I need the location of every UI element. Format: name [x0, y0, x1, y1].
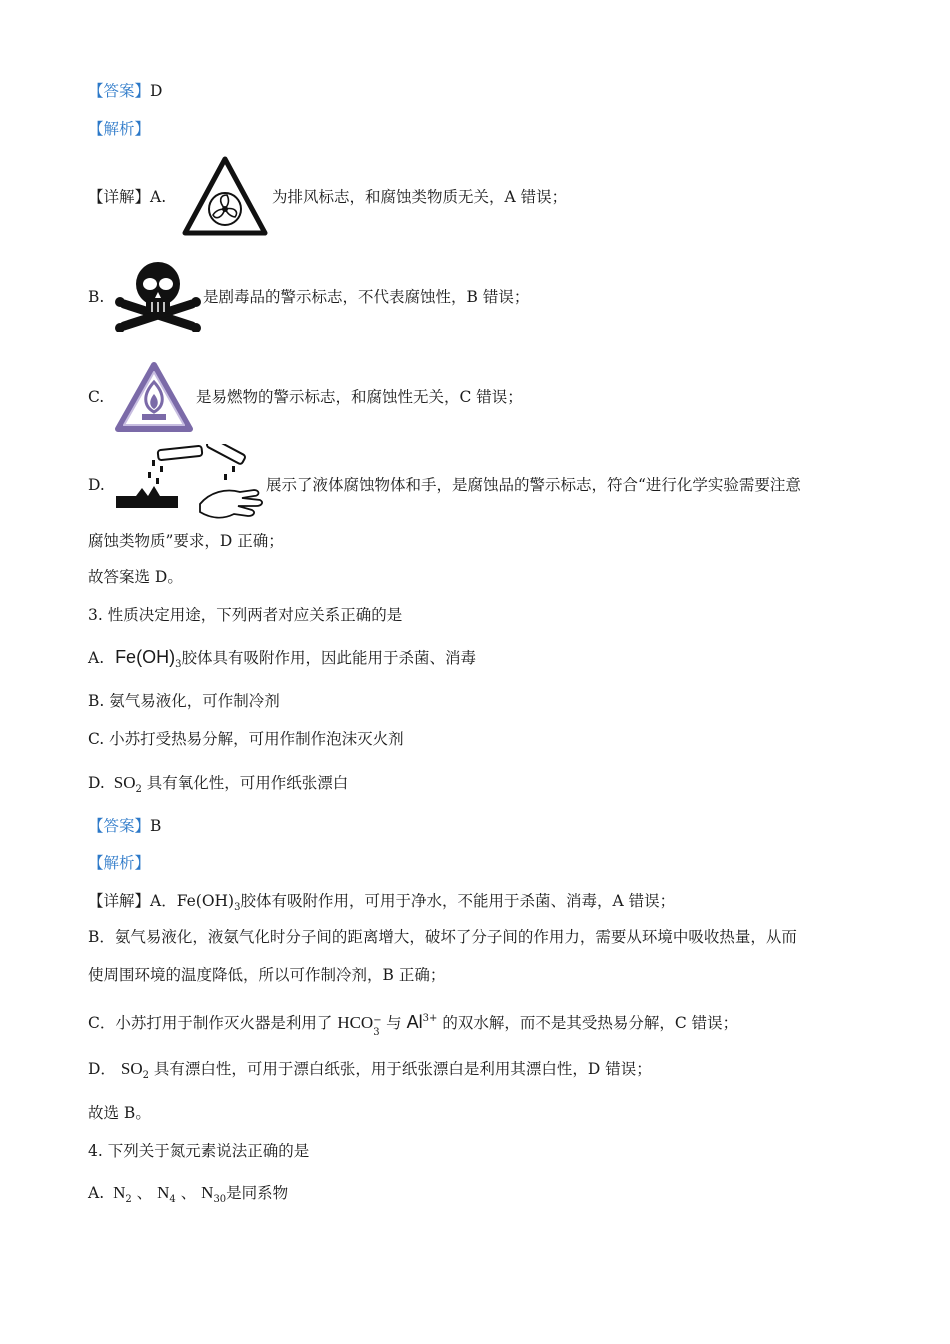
- q3-detail-c-hco3-charge: −: [373, 1015, 382, 1026]
- q3-detail-c-pre: C．小苏打用于制作灭火器是利用了: [88, 1014, 333, 1032]
- q4-sep-2: 、: [180, 1184, 197, 1202]
- q4-n4-sub: 4: [169, 1194, 176, 1205]
- q3-detail-b-1: B．氨气易液化，液氨气化时分子间的距离增大，破坏了分子间的作用力，需要从环境中吸收热量，从而: [88, 928, 797, 946]
- conclusion-2: 故选 B。: [88, 1104, 151, 1122]
- q3-detail-c-al: Al: [406, 1012, 423, 1032]
- q3-option-a-sub: 3: [175, 659, 182, 670]
- q3-option-d-prefix: D.: [88, 774, 105, 792]
- q3-detail-a-text: 胶体有吸附作用，可用于净水，不能用于杀菌、消毒，A 错误；: [240, 892, 676, 910]
- q3-detail-d-pre: D．: [88, 1060, 116, 1078]
- detail-d-prefix: D.: [88, 476, 105, 494]
- q3-stem: 3. 性质决定用途，下列两者对应关系正确的是: [88, 606, 403, 624]
- q3-detail-c: [88, 1008, 739, 1038]
- detail-a-line: [88, 186, 166, 208]
- answer-tag: 【答案】: [88, 817, 151, 835]
- detail-b-text: 是剧毒品的警示标志，不代表腐蚀性，B 错误；: [203, 288, 530, 306]
- q3-option-a-formula: Fe(OH): [115, 647, 176, 667]
- q4-sep-1: 、: [136, 1184, 153, 1202]
- q4-n2: N: [113, 1183, 126, 1202]
- detail-a-text: 为排风标志，和腐蚀类物质无关，A 错误；: [272, 188, 568, 206]
- detail-c-prefix: C.: [88, 388, 105, 406]
- answer-line-2: [88, 815, 161, 837]
- q4-stem: 4. 下列关于氮元素说法正确的是: [88, 1142, 310, 1160]
- corrosive-hazard-icon: [114, 444, 264, 522]
- q3-detail-c-hco3-sub: 3: [373, 1027, 380, 1038]
- q4-n4: N: [157, 1183, 170, 1202]
- flammable-flame-icon: [113, 360, 195, 434]
- detail-tag: 【详解】: [88, 892, 151, 910]
- q3-detail-d-formula: SO: [120, 1059, 143, 1078]
- q3-option-d: [88, 772, 348, 801]
- q3-detail-a-pre: A．Fe(OH): [150, 892, 235, 910]
- detail-a-prefix: A.: [150, 188, 167, 206]
- q3-option-d-text: 具有氧化性，可用作纸张漂白: [146, 774, 349, 792]
- q3-detail-c-al-charge: 3+: [422, 1013, 438, 1024]
- answer-value: B: [150, 817, 162, 835]
- q3-detail-d-sub: 2: [142, 1070, 149, 1081]
- ventilation-fan-warning-icon: [182, 155, 268, 237]
- q3-detail-d: [88, 1058, 652, 1087]
- detail-d-text-cont: 腐蚀类物质”要求，D 正确；: [88, 532, 284, 550]
- q3-detail-d-text: 具有漂白性，可用于漂白纸张，用于纸张漂白是利用其漂白性，D 错误；: [153, 1060, 652, 1078]
- detail-tag: 【详解】: [88, 188, 151, 206]
- answer-tag: 【答案】: [88, 82, 151, 100]
- q3-option-c: C. 小苏打受热易分解，可用作制作泡沫灭火剂: [88, 730, 404, 748]
- q3-detail-b-2: 使周围环境的温度降低，所以可作制冷剂，B 正确；: [88, 966, 446, 984]
- analysis-tag-1: 【解析】: [88, 120, 151, 138]
- detail-d-text: 展示了液体腐蚀物体和手，是腐蚀品的警示标志，符合“进行化学实验需要注意: [266, 476, 801, 494]
- q3-detail-c-post: 的双水解，而不是其受热易分解，C 错误；: [442, 1014, 739, 1032]
- q3-option-a-prefix: A.: [88, 649, 105, 667]
- q3-option-d-formula: SO: [113, 773, 136, 792]
- q4-n30: N: [201, 1183, 214, 1202]
- q3-detail-a: [88, 890, 675, 919]
- q3-detail-c-mid: 与: [386, 1014, 402, 1032]
- q3-detail-c-hco3: HCO: [337, 1013, 374, 1032]
- detail-c-text: 是易燃物的警示标志，和腐蚀性无关，C 错误；: [196, 388, 523, 406]
- q3-option-a-text: 胶体具有吸附作用，因此能用于杀菌、消毒: [181, 649, 476, 667]
- q4-option-a-text: 是同系物: [226, 1184, 289, 1202]
- conclusion-1: 故答案选 D。: [88, 568, 183, 586]
- q4-option-a: [88, 1182, 288, 1211]
- q3-option-a: [88, 646, 476, 676]
- detail-b-prefix: B.: [88, 288, 105, 306]
- q4-option-a-prefix: A.: [88, 1184, 105, 1202]
- q3-option-b: B. 氨气易液化，可作制冷剂: [88, 692, 280, 710]
- skull-crossbones-icon: [114, 260, 202, 332]
- q4-n30-sub: 30: [213, 1194, 227, 1205]
- q3-option-d-sub: 2: [135, 784, 142, 795]
- answer-line-1: [88, 80, 162, 102]
- q4-n2-sub: 2: [125, 1194, 132, 1205]
- q3-detail-a-sub: 3: [234, 902, 241, 913]
- analysis-tag-2: 【解析】: [88, 854, 151, 872]
- answer-value: D: [150, 82, 163, 100]
